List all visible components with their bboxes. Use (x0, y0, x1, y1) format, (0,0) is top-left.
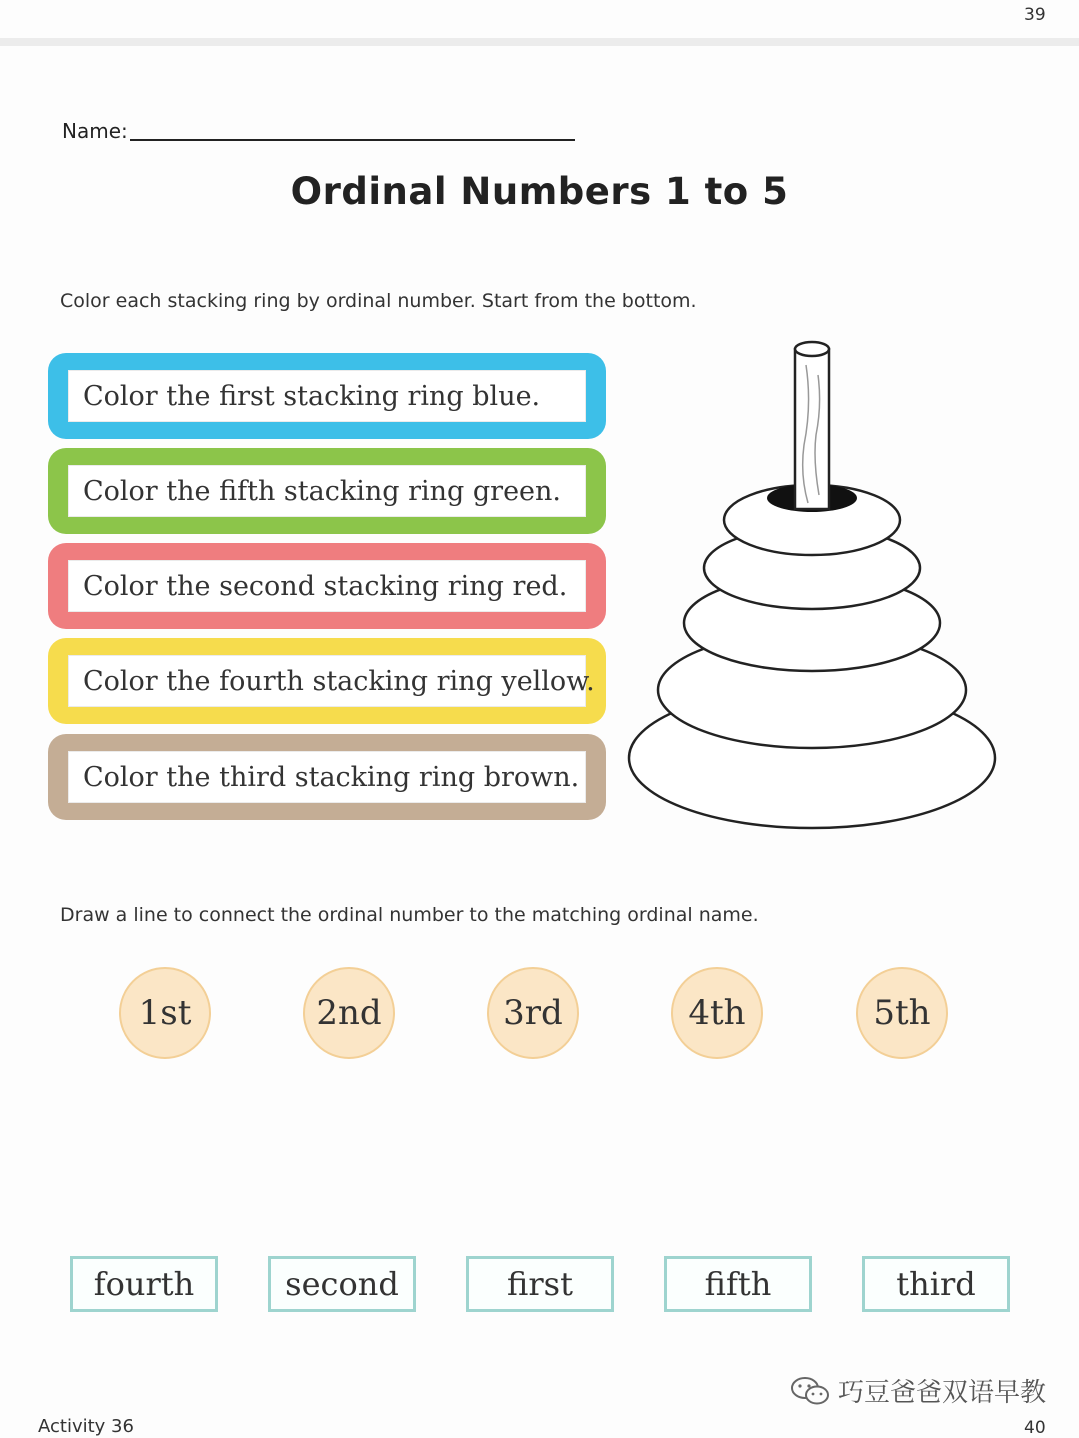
card-text: Color the first stacking ring blue. (68, 370, 586, 422)
card-second-red (48, 543, 606, 629)
top-page-number: 39 (1024, 5, 1046, 25)
page-title: Ordinal Numbers 1 to 5 (290, 170, 789, 213)
ordinal-circle-1st[interactable]: 1st (119, 967, 211, 1059)
word-box-first[interactable]: first (466, 1256, 614, 1312)
peg (795, 342, 829, 509)
watermark-text: 巧豆爸爸双语早教 (838, 1378, 1047, 1408)
instruction-color: Color each stacking ring by ordinal number. Start from the bottom. (60, 290, 697, 312)
wechat-icon (790, 1375, 830, 1407)
top-divider (0, 38, 1079, 46)
word-box-fourth[interactable]: fourth (70, 1256, 218, 1312)
word-box-third[interactable]: third (862, 1256, 1010, 1312)
watermark (790, 1372, 1046, 1409)
card-text: Color the second stacking ring red. (68, 560, 586, 612)
name-line[interactable] (130, 139, 575, 141)
card-first-blue (48, 353, 606, 439)
ordinal-circle-3rd[interactable]: 3rd (487, 967, 579, 1059)
card-text: Color the fifth stacking ring green. (68, 465, 586, 517)
stacking-ring-illustration (620, 335, 1010, 835)
name-label: Name: (62, 119, 128, 143)
word-box-fifth[interactable]: fifth (664, 1256, 812, 1312)
ordinal-circle-5th[interactable]: 5th (856, 967, 948, 1059)
ordinal-circle-2nd[interactable]: 2nd (303, 967, 395, 1059)
instruction-match: Draw a line to connect the ordinal number to the matching ordinal name. (60, 904, 759, 926)
bottom-page-number: 40 (1024, 1418, 1046, 1438)
card-fifth-green (48, 448, 606, 534)
footer-activity-label: Activity 36 (38, 1416, 134, 1437)
ordinal-circle-4th[interactable]: 4th (671, 967, 763, 1059)
card-fourth-yellow (48, 638, 606, 724)
card-third-brown (48, 734, 606, 820)
card-text: Color the fourth stacking ring yellow. (68, 655, 586, 707)
card-text: Color the third stacking ring brown. (68, 751, 586, 803)
word-box-second[interactable]: second (268, 1256, 416, 1312)
